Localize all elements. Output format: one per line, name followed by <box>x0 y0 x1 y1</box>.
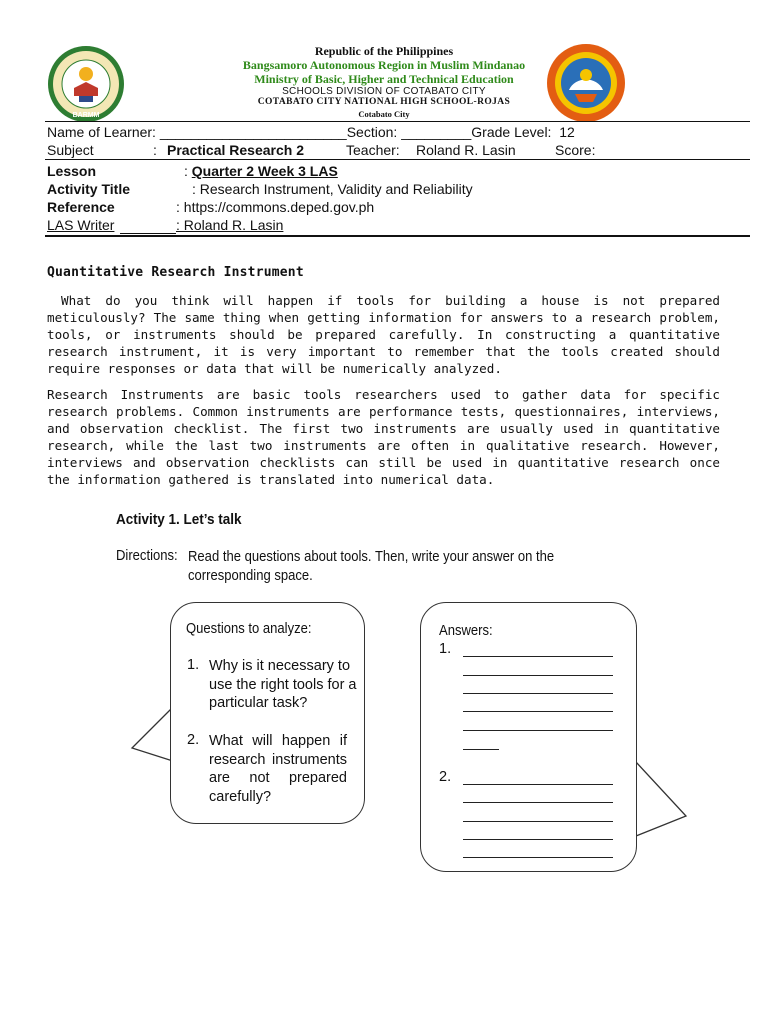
section-title: Quantitative Research Instrument <box>47 265 304 280</box>
header-ministry: Ministry of Basic, Higher and Technical Education <box>254 72 514 86</box>
question-1-text: Why is it necessary to use the right tools for a particular task? <box>209 658 357 711</box>
header-region: Bangsamoro Autonomous Region in Muslim Mindanao <box>242 58 526 72</box>
questions-bubble <box>170 602 365 824</box>
question-1-number: 1. <box>187 657 200 673</box>
name-label: Name of Learner: <box>47 124 160 140</box>
question-2-number: 2. <box>187 732 200 748</box>
writer-label: LAS Writer <box>47 217 115 233</box>
answer-1-line[interactable] <box>463 675 613 676</box>
activity-title-value: : Research Instrument, Validity and Reliability <box>192 181 473 197</box>
answers-title: Answers: <box>439 623 493 639</box>
directions-text: Read the questions about tools. Then, write your answer on the corresponding space. <box>188 549 555 584</box>
subject-value: Practical Research 2 <box>167 142 304 158</box>
name-field[interactable]: ________________________ <box>159 124 347 140</box>
answer-1-line[interactable] <box>463 749 499 750</box>
lesson-value-row: : Quarter 2 Week 3 LAS <box>184 163 338 179</box>
lesson-label: Lesson <box>47 163 97 179</box>
answer-2-line[interactable] <box>463 821 613 822</box>
activity-title-label: Activity Title <box>47 181 130 197</box>
header-division: SCHOOLS DIVISION OF COTABATO CITY <box>282 86 486 97</box>
learner-row <box>47 124 575 140</box>
writer-value: : Roland R. Lasin <box>176 217 284 233</box>
paragraph-1: What do you think will happen if tools for building a house is not prepared meticulously? The same thing when getting information for answers to a research problem, tools, or instruments should be prepared carefully. In constructing a quantitative research instrument, it is very important to remember that the tools created should require responses or data that will be numerically analyzed. <box>47 293 728 376</box>
answers-bubble <box>420 602 637 872</box>
answer-2-line[interactable] <box>463 802 613 803</box>
grade-label: Grade Level: <box>471 124 552 140</box>
answers-bubble-tail <box>630 760 690 840</box>
subject-label: Subject <box>47 142 94 158</box>
answer-2-line[interactable] <box>463 857 613 858</box>
teacher-value: Roland R. Lasin <box>416 142 516 158</box>
header-city: Cotabato City <box>358 109 410 119</box>
answer-1-line[interactable] <box>463 730 613 731</box>
answer-1-line[interactable] <box>463 711 613 712</box>
activity-heading: Activity 1. Let’s talk <box>116 511 242 528</box>
subject-separator: : <box>153 142 157 158</box>
lesson-value: Quarter 2 Week 3 LAS <box>191 163 338 179</box>
directions-label: Directions: <box>116 548 178 564</box>
answer-2-line[interactable] <box>463 839 613 840</box>
question-2-text: What will happen if research instruments are not prepared carefully? <box>209 733 347 805</box>
answer-2-number: 2. <box>439 769 452 785</box>
header-school: COTABATO CITY NATIONAL HIGH SCHOOL-ROJAS <box>257 97 511 107</box>
header-republic: Republic of the Philippines <box>314 44 454 58</box>
section-label: Section: <box>346 124 402 140</box>
reference-value[interactable]: : https://commons.deped.gov.ph <box>176 199 375 215</box>
answer-1-line[interactable] <box>463 656 613 657</box>
svg-text:BARMM: BARMM <box>72 112 100 119</box>
header-rule <box>45 121 750 122</box>
questions-title: Questions to analyze: <box>186 621 312 637</box>
paragraph-2: Research Instruments are basic tools researchers used to gather data for specific research problems. Common instruments are performance tests, questionnaires, interviews, and observation checklist. The first two instruments are usually used in quantitative research, while the last two instruments are often in qualitative research. However, interviews and observation checklists can still be used in quantitative research once the information gathered is translated into numerical data. <box>47 387 720 487</box>
answer-1-line[interactable] <box>463 693 613 694</box>
teacher-label: Teacher: <box>346 142 400 158</box>
section-field[interactable]: _________ <box>401 124 472 140</box>
reference-label: Reference <box>47 199 115 215</box>
score-label: Score: <box>555 142 596 158</box>
writer-label-underline <box>120 233 176 234</box>
right-logo-caption <box>545 42 546 43</box>
lesson-rule <box>45 235 750 237</box>
grade-value: 12 <box>559 124 575 140</box>
info-rule <box>45 159 750 160</box>
answer-2-line[interactable] <box>463 784 613 785</box>
answer-1-number: 1. <box>439 641 452 657</box>
